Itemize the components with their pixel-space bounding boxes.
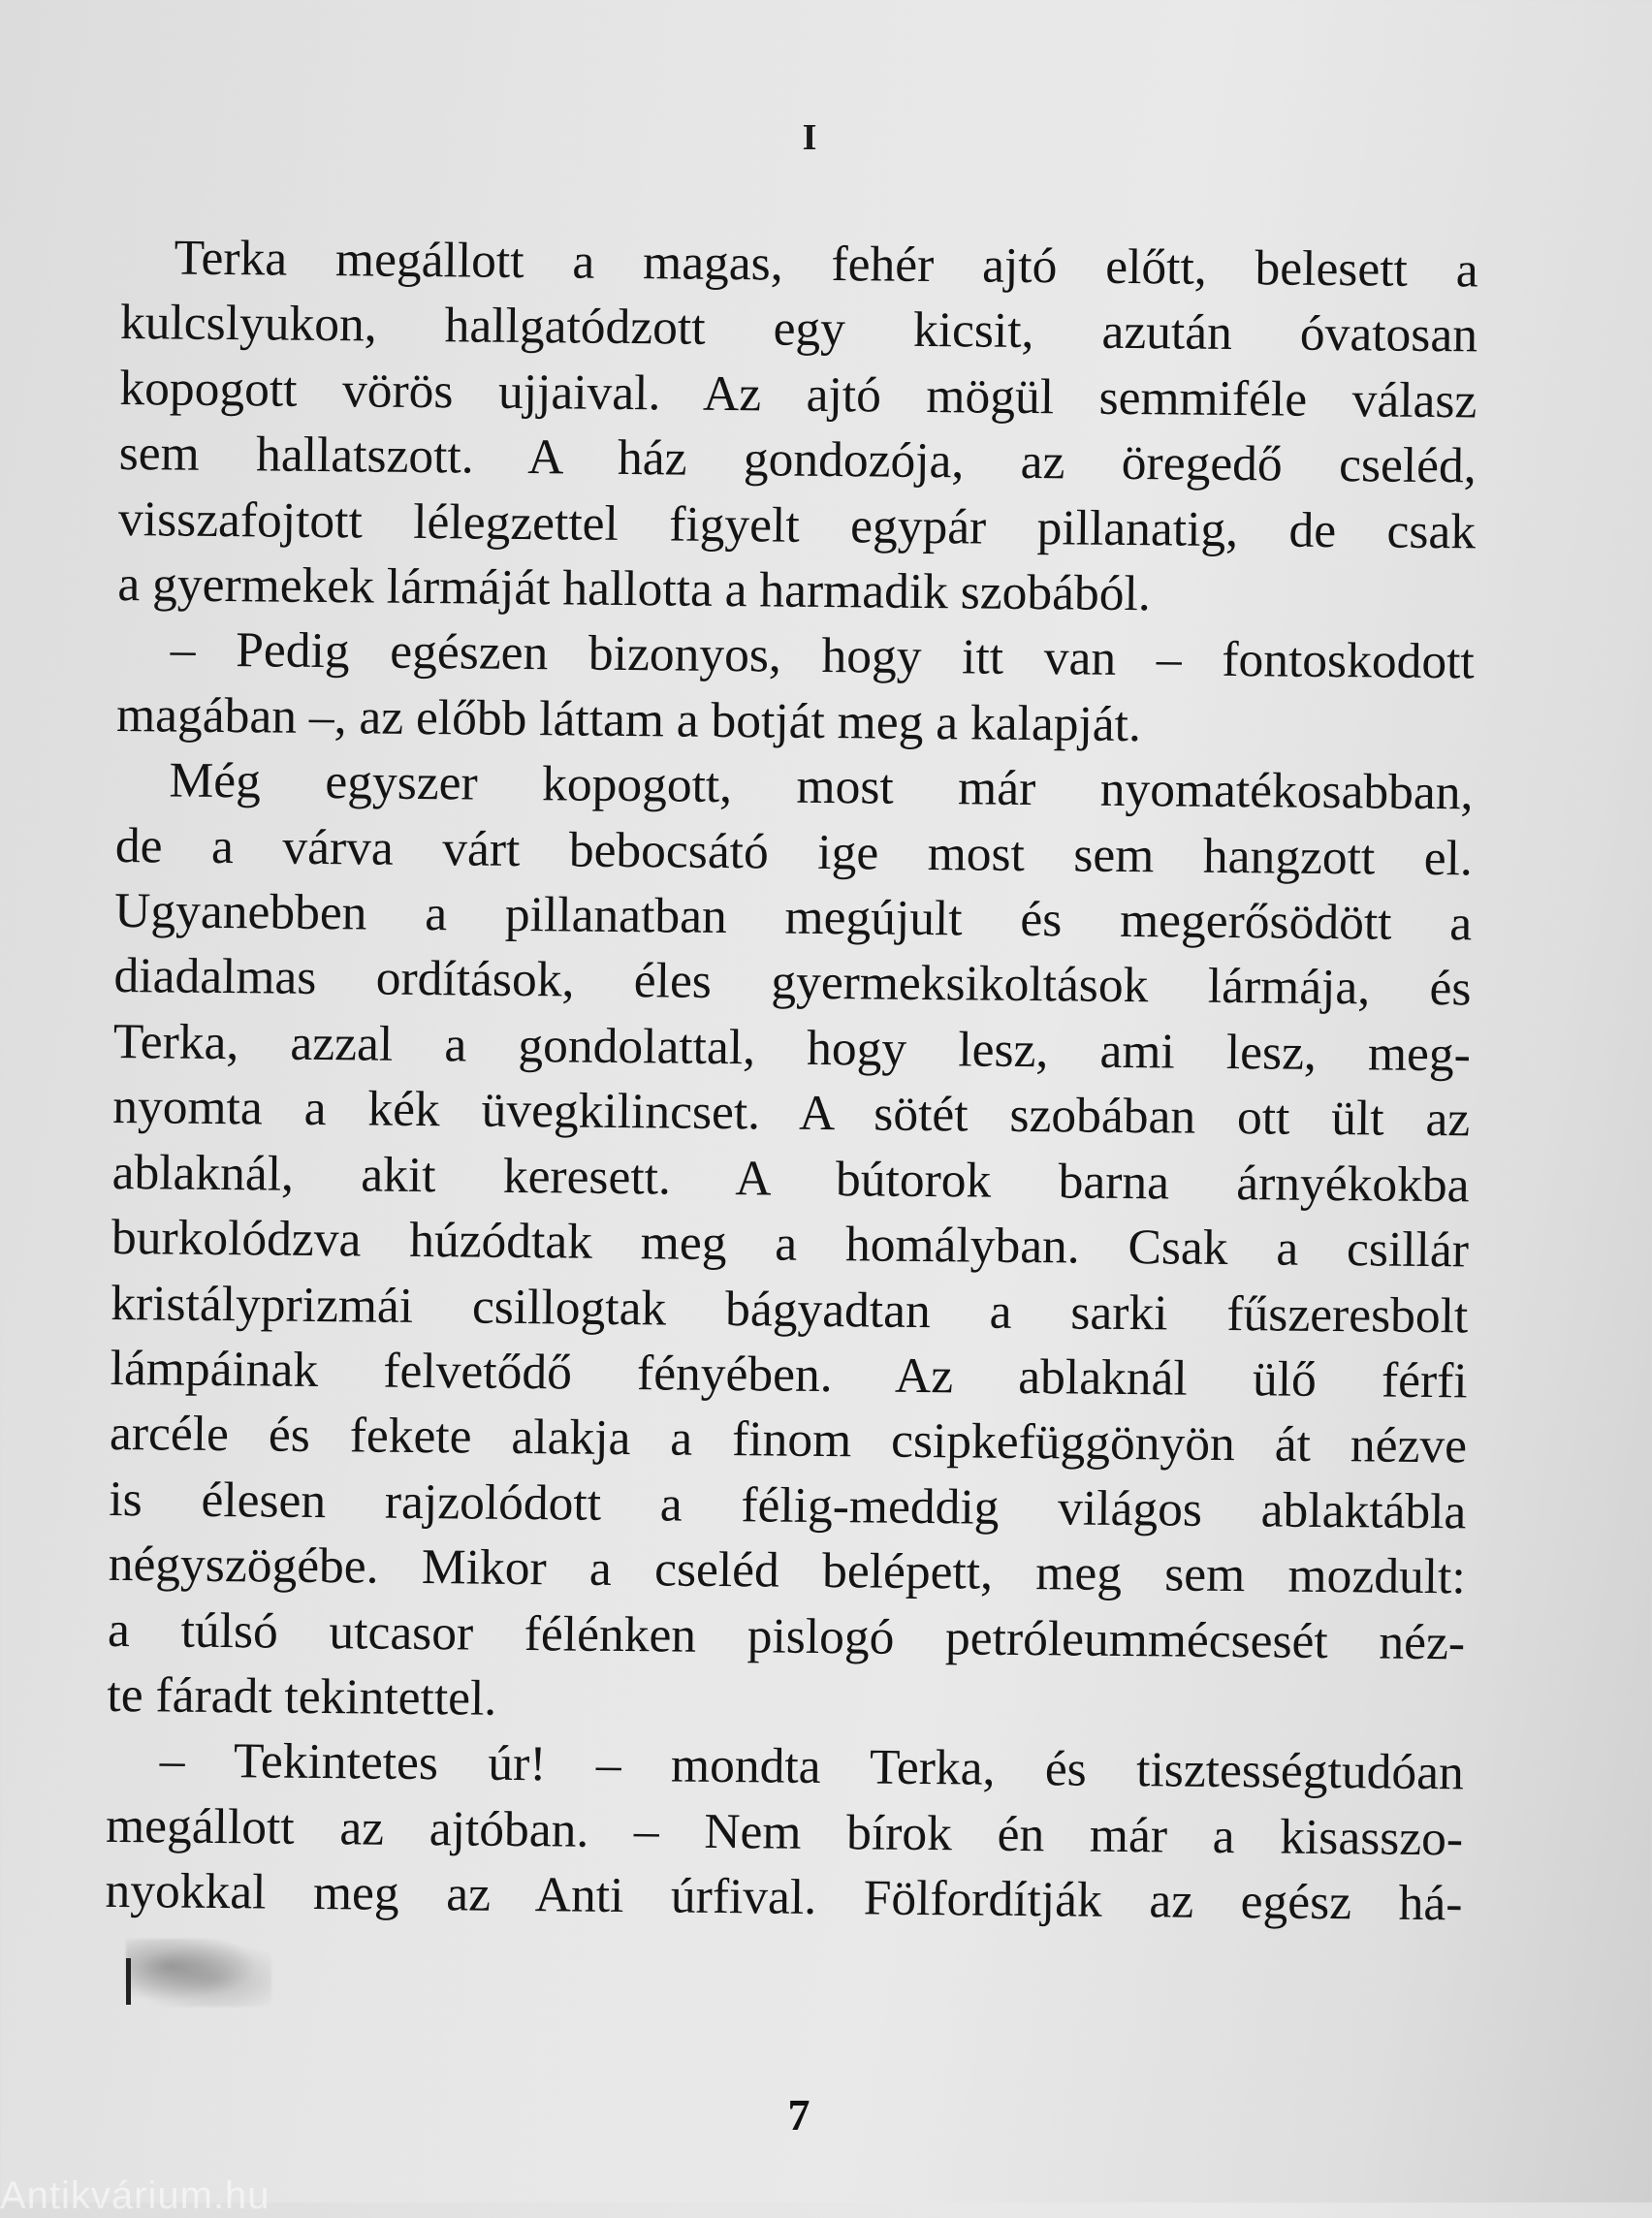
- text-line: négyszögébe. Mikor a cseléd belépett, meg sem mozdult:: [108, 1537, 1466, 1605]
- body-text: [105, 225, 1478, 1937]
- text-line: diadalmas ordítások, éles gyermeksikoltások lármája, és: [113, 948, 1472, 1017]
- text-line: kopogott vörös ujjaival. Az ajtó mögül semmiféle válasz: [119, 360, 1477, 429]
- text-line: megállott az ajtóban. – Nem bírok én már a kisasszo-: [105, 1797, 1464, 1867]
- text-line: Terka megállott a magas, fehér ajtó előtt, belesett a: [174, 230, 1478, 299]
- text-line: burkolódzva húzódtak meg a homályban. Csak a csillár: [111, 1210, 1470, 1279]
- text-line: magában –, az előbb láttam a botját meg a kalapját.: [115, 686, 1142, 752]
- text-line: – Pedig egészen bizonyos, hogy itt van – fontoskodott: [170, 621, 1476, 690]
- text-line: Ugyanebben a pillanatban megújult és megerősödött a: [113, 883, 1473, 952]
- ink-smudge-mark: [126, 1939, 271, 2007]
- text-line: kristályprizmái csillogtak bágyadtan a sarki fűszeresbolt: [111, 1275, 1469, 1344]
- text-line: is élesen rajzolódott a félig-meddig világos ablaktábla: [109, 1471, 1467, 1540]
- text-line: nyokkal meg az Anti úrfival. Fölfordítják az egész há-: [105, 1863, 1463, 1932]
- text-line: Még egyszer kopogott, most már nyomatékosabban,: [169, 752, 1474, 821]
- text-line: kulcslyukon, hallgatódzott egy kicsit, azután óvatosan: [119, 295, 1478, 364]
- watermark-logo: Antikvárium.hu: [0, 2174, 270, 2217]
- text-line: sem hallatszott. A ház gondozója, az öregedő cseléd,: [118, 426, 1477, 494]
- text-line: visszafojtott lélegzettel figyelt egypár pillanatig, de csak: [117, 491, 1477, 560]
- chapter-numeral: I: [802, 117, 817, 158]
- text-line: te fáradt tekintettel.: [107, 1666, 497, 1727]
- text-line: – Tekintetes úr! – mondta Terka, és tisztességtudóan: [159, 1732, 1465, 1801]
- text-line: a túlsó utcasor félénken pislogó petróleummécsesét néz-: [107, 1601, 1466, 1670]
- text-line: nyomta a kék üvegkilincset. A sötét szobában ott ült az: [111, 1079, 1471, 1148]
- text-line: a gyermekek lármáját hallotta a harmadik szobából.: [117, 556, 1152, 622]
- text-line: lámpáinak felvetődő fényében. Az ablaknál ülő férfi: [110, 1340, 1468, 1410]
- text-line: ablaknál, akit keresett. A bútorok barna árnyékokba: [111, 1144, 1470, 1214]
- text-line: de a várva várt bebocsátó ige most sem hangzott el.: [114, 817, 1474, 887]
- text-line: arcéle és fekete alakja a finom csipkefüggönyön át nézve: [109, 1406, 1468, 1474]
- text-line: Terka, azzal a gondolattal, hogy lesz, ami lesz, meg-: [112, 1013, 1472, 1083]
- page-number: 7: [787, 2090, 810, 2139]
- ink-smudge-bar: [126, 1958, 131, 2005]
